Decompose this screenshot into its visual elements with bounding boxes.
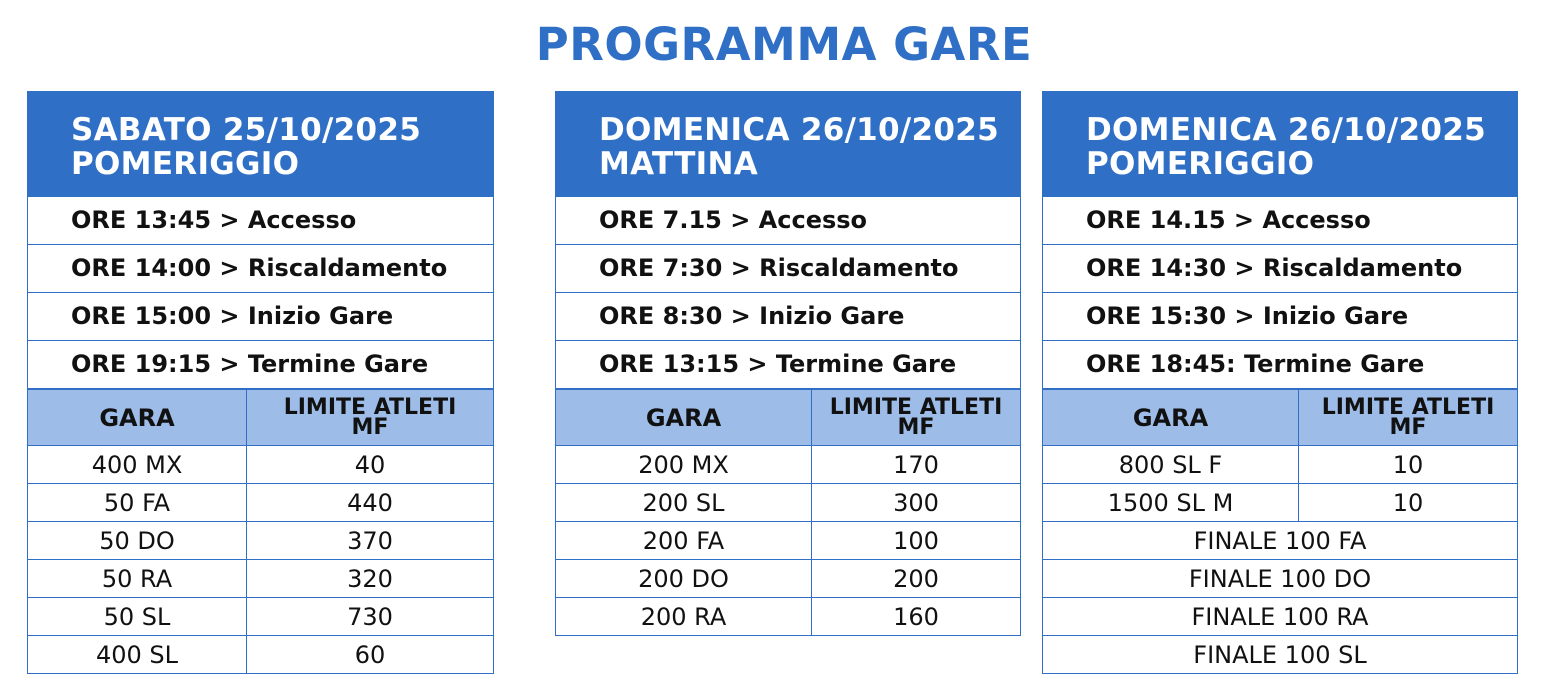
col-header-limite-line1: LIMITE ATLETI: [829, 394, 1003, 420]
schedule-row: ORE 14:30 > Riscaldamento: [1043, 244, 1517, 292]
schedule-row: ORE 15:00 > Inizio Gare: [28, 292, 493, 340]
page-title: PROGRAMMA GARE: [535, 18, 1033, 71]
table-row: [1043, 445, 1517, 483]
session-period: POMERIGGIO: [1086, 146, 1315, 182]
col-header-limite-line2: MF: [1389, 414, 1427, 440]
table-row: [28, 597, 493, 635]
schedule-row: ORE 8:30 > Inizio Gare: [556, 292, 1020, 340]
race-limit: 440: [347, 488, 393, 517]
table-header: [1043, 388, 1517, 445]
session-panel-sunday-morning: [555, 91, 1021, 636]
race-limit: 200: [893, 564, 939, 593]
schedule-row: ORE 18:45: Termine Gare: [1043, 340, 1517, 388]
session-header: [28, 92, 493, 196]
race-limit: 40: [354, 450, 386, 479]
race-name: 200 FA: [556, 522, 812, 559]
table-header: [28, 388, 493, 445]
final-row: FINALE 100 RA: [1043, 597, 1517, 635]
race-name: 200 SL: [556, 484, 812, 521]
race-name: 800 SL F: [1043, 446, 1299, 483]
race-limit: 60: [354, 640, 386, 669]
schedule-row: ORE 13:15 > Termine Gare: [556, 340, 1020, 388]
table-row: [556, 445, 1020, 483]
race-name: 50 SL: [28, 598, 247, 635]
race-limit: 10: [1392, 488, 1424, 517]
table-header: [556, 388, 1020, 445]
session-day: SABATO 25/10/2025: [71, 112, 422, 148]
col-header-limite: [812, 390, 1020, 445]
table-row: [1043, 483, 1517, 521]
race-name: 200 DO: [556, 560, 812, 597]
col-header-limite: [247, 390, 493, 445]
race-name: 50 RA: [28, 560, 247, 597]
final-row: FINALE 100 DO: [1043, 559, 1517, 597]
race-limit: 160: [893, 602, 939, 631]
session-period: POMERIGGIO: [71, 146, 300, 182]
table-row: [28, 483, 493, 521]
col-header-limite: [1299, 390, 1517, 445]
schedule-row: ORE 14:00 > Riscaldamento: [28, 244, 493, 292]
table-row: [556, 483, 1020, 521]
schedule-row: ORE 7:30 > Riscaldamento: [556, 244, 1020, 292]
col-header-limite-line1: LIMITE ATLETI: [283, 394, 457, 420]
race-limit: 730: [347, 602, 393, 631]
col-header-gara: GARA: [28, 390, 247, 445]
col-header-gara: GARA: [1043, 390, 1299, 445]
schedule-row: ORE 15:30 > Inizio Gare: [1043, 292, 1517, 340]
col-header-limite-line1: LIMITE ATLETI: [1321, 394, 1495, 420]
table-row: [28, 635, 493, 673]
col-header-limite-line2: MF: [351, 414, 389, 440]
race-name: 400 MX: [28, 446, 247, 483]
table-row: [556, 521, 1020, 559]
table-row: [556, 559, 1020, 597]
col-header-gara: GARA: [556, 390, 812, 445]
schedule-row: ORE 14.15 > Accesso: [1043, 196, 1517, 244]
final-row: FINALE 100 FA: [1043, 521, 1517, 559]
col-header-limite-line2: MF: [897, 414, 935, 440]
race-name: 200 MX: [556, 446, 812, 483]
table-row: [556, 597, 1020, 635]
race-limit: 170: [893, 450, 939, 479]
race-limit: 10: [1392, 450, 1424, 479]
session-header: [556, 92, 1020, 196]
table-row: [28, 445, 493, 483]
table-row: [28, 559, 493, 597]
race-name: 200 RA: [556, 598, 812, 635]
race-name: 1500 SL M: [1043, 484, 1299, 521]
race-name: 400 SL: [28, 636, 247, 673]
session-header: [1043, 92, 1517, 196]
race-name: 50 DO: [28, 522, 247, 559]
session-period: MATTINA: [599, 146, 759, 182]
session-day: DOMENICA 26/10/2025: [599, 112, 1000, 148]
race-name: 50 FA: [28, 484, 247, 521]
schedule-row: ORE 7.15 > Accesso: [556, 196, 1020, 244]
race-limit: 370: [347, 526, 393, 555]
session-panel-sunday-afternoon: [1042, 91, 1518, 674]
race-limit: 320: [347, 564, 393, 593]
race-limit: 100: [893, 526, 939, 555]
table-row: [28, 521, 493, 559]
session-panel-saturday-afternoon: [27, 91, 494, 674]
session-day: DOMENICA 26/10/2025: [1086, 112, 1487, 148]
final-row: FINALE 100 SL: [1043, 635, 1517, 673]
race-limit: 300: [893, 488, 939, 517]
schedule-row: ORE 19:15 > Termine Gare: [28, 340, 493, 388]
schedule-row: ORE 13:45 > Accesso: [28, 196, 493, 244]
